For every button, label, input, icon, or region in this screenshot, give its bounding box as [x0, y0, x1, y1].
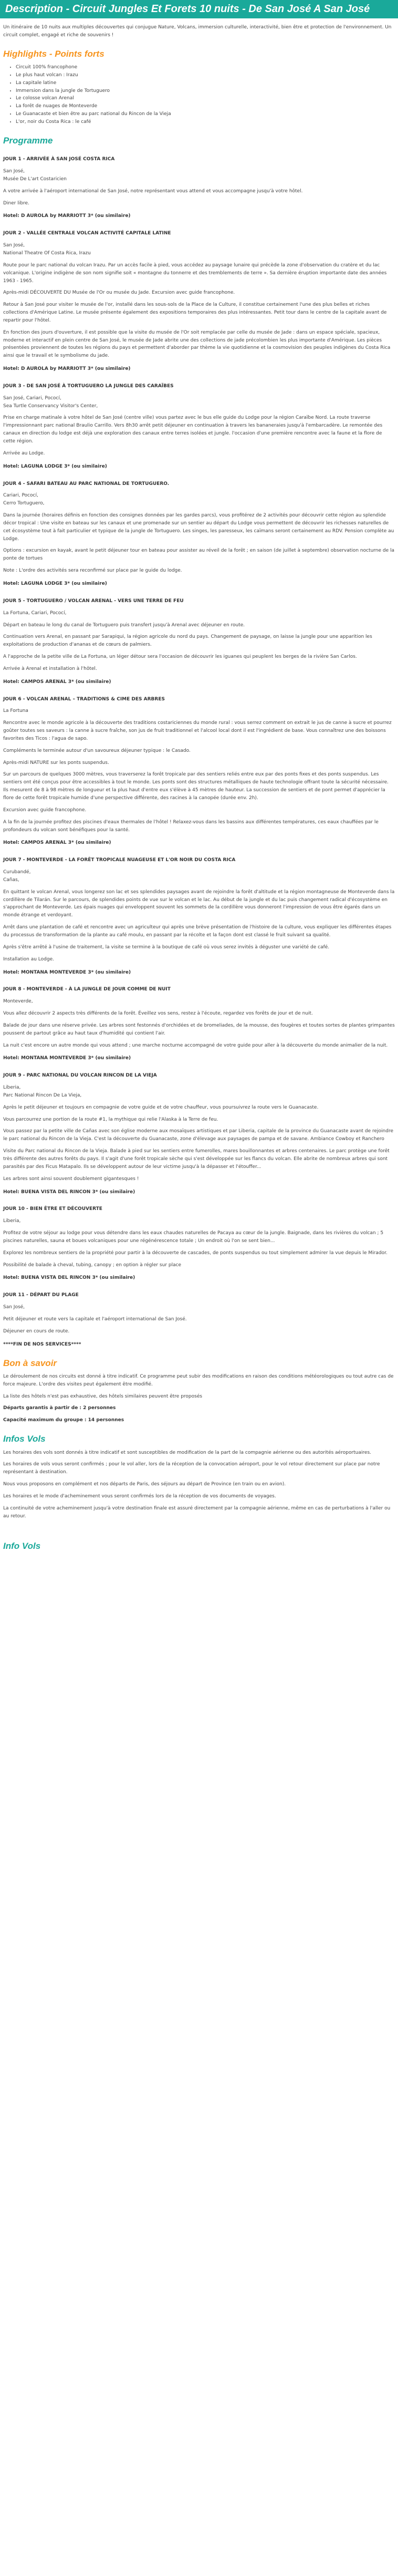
- day-paragraph: La nuit c'est encore un autre monde qui vous attend ; une marche nocturne accompagné de votre guide pour aller à la découverte du monde animalier de la nuit.: [3, 1042, 388, 1048]
- day-location: Parc National Rincon De La Vieja,: [3, 1092, 82, 1098]
- day-paragraph: Diner libre.: [3, 200, 29, 206]
- day-title: JOUR 5 - TORTUGUERO / VOLCAN ARENAL - VERS UNE TERRE DE FEU: [3, 598, 184, 604]
- day-paragraph: Petit déjeuner et route vers la capitale et l'aéroport international de San José.: [3, 1316, 187, 1322]
- day-block: [3, 696, 395, 847]
- day-title: JOUR 9 - PARC NATIONAL DU VOLCAN RINCON DE LA VIEJA: [3, 1073, 157, 1079]
- day-title: JOUR 7 - MONTEVERDE - LA FORÊT TROPICALE NUAGEUSE ET L'OR NOIR DU COSTA RICA: [3, 857, 236, 863]
- day-locations: [3, 1217, 395, 1225]
- day-hotel: ****FIN DE NOS SERVICES****: [3, 1341, 81, 1347]
- day-location: Monteverde,: [3, 999, 33, 1005]
- programme-days: [3, 156, 395, 1348]
- day-title: JOUR 1 - ARRIVÉE À SAN JOSÉ COSTA RICA: [3, 157, 115, 162]
- info-vols-footer-heading: Info Vols: [3, 1541, 41, 1551]
- highlights-list: [3, 64, 395, 126]
- day-paragraph: Retour à San José pour visiter le musée de l'or, installé dans les sous-sols de la Place de la Culture, il constitue certainement l'une des plus belles et riches collections d'Amérique Latine. Le musée présente également des expositions temporaires des plus intéressantes. Petit tour dans le centre de la capitale avant de repartir pour l'hôtel.: [3, 302, 387, 323]
- day-locations: [3, 395, 395, 410]
- day-location: Cerro Tortuguero,: [3, 501, 45, 506]
- day-paragraph: Note : L'ordre des activités sera reconfirmé sur place par le guide du lodge.: [3, 568, 182, 574]
- highlight-item: • Le Guanacaste et bien être au parc national du Rincon de la Vieja: [16, 110, 395, 118]
- day-location: Musée De L'art Costaricien: [3, 176, 67, 182]
- day-paragraph: Départ en bateau le long du canal de Tortuguero puis transfert jusqu'à Arenal avec déjeuner en route.: [3, 622, 245, 628]
- day-paragraph: A l'approche de la petite ville de La Fortuna, un léger détour sera l'occasion de découvrir les iguanes qui peuplent les berges de la rivière San Carlos.: [3, 654, 357, 660]
- bon-a-savoir-heading: Bon à savoir: [3, 1358, 57, 1368]
- day-locations: [3, 1303, 395, 1311]
- day-location: National Theatre Of Costa Rica, Irazu: [3, 250, 91, 256]
- highlight-item: • La capitale latine: [16, 79, 395, 87]
- day-hotel: Hotel: D AUROLA by MARRIOTT 3* (ou similaire): [3, 213, 131, 219]
- day-hotel: Hotel: BUENA VISTA DEL RINCON 3* (ou similaire): [3, 1275, 135, 1281]
- infos-vols-heading: Infos Vols: [3, 1434, 46, 1444]
- infos-vols-text-5: La continuité de votre acheminement jusqu'à votre destination finale est assuré directement par la compagnie aérienne, même en cas de perturbations à l'aller ou au retour.: [3, 1505, 391, 1519]
- day-location: San José,: [3, 243, 25, 249]
- highlight-item: • Immersion dans la jungle de Tortuguero: [16, 87, 395, 95]
- highlight-item: • L'or, noir du Costa Rica : le café: [16, 118, 395, 126]
- day-locations: [3, 1084, 395, 1100]
- day-hotel: Hotel: MONTANA MONTEVERDE 3* (ou similaire): [3, 969, 131, 975]
- day-paragraph: Déjeuner en cours de route.: [3, 1328, 70, 1334]
- programme-heading: Programme: [3, 135, 53, 146]
- day-title: JOUR 3 - DE SAN JOSÉ À TORTUGUERO LA JUNGLE DES CARAÏBES: [3, 383, 174, 389]
- day-locations: [3, 998, 395, 1006]
- day-locations: [3, 168, 395, 183]
- day-paragraph: Compléments le terminée autour d'un savoureux déjeuner typique : le Casado.: [3, 748, 191, 753]
- day-paragraph: Arrivée au Lodge.: [3, 450, 45, 456]
- day-title: JOUR 11 - DÉPART DU PLAGE: [3, 1292, 79, 1298]
- content: [0, 18, 398, 1552]
- bon-a-savoir-text-2: La liste des hôtels n'est pas exhaustive, des hôtels similaires peuvent être proposés: [3, 1393, 203, 1399]
- day-block: [3, 1205, 395, 1282]
- infos-vols-text-2: Les horaires de vols vous seront confirmés ; pour le vol aller, lors de la réception de la convocation aéroport, pour le vol retour directement sur place par notre représentant à destination.: [3, 1462, 380, 1475]
- day-paragraph: Après-midi DÉCOUVERTE DU Musée de l'Or ou musée du Jade. Excursion avec guide francophone.: [3, 290, 235, 296]
- day-location: Liberia,: [3, 1085, 21, 1091]
- day-paragraph: Prise en charge matinale à votre hôtel de San José (centre ville) vous partez avec le bus elle guide du Lodge pour la région Caraïbe Nord. La route traverse l'impressionnant parc national Braulio Carrillo. Vers 8h30 arrêt petit déjeuner en continuation à travers les bananeraies jusqu'à l'embarcadère. Le remontée des canaux en direction du lodge est déjà une exploration des canaux entre terres isolées et jungle. l'occasion d'une première rencontre avec la faune et la flore de cette région.: [3, 415, 383, 444]
- day-location: La Fortuna, Cariari, Pococí,: [3, 610, 67, 616]
- day-locations: [3, 707, 395, 715]
- day-paragraph: Profitez de votre séjour au lodge pour vous détendre dans les eaux chaudes naturelles de Pacaya au cœur de la jungle. Baignade, dans les rivières du volcan ; 5 piscines naturelles, sauna et boues volcaniques pour une régénérescence totale ; Un endroit où l'on se sent bien...: [3, 1230, 384, 1244]
- day-paragraph: Continuation vers Arenal, en passant par Sarapiqui, la région agricole du nord du pays. Changement de paysage, on laisse la jungle pour une apparition les exploitations de production d'ananas et de cœurs de palmiers.: [3, 634, 372, 648]
- day-paragraph: Explorez les nombreux sentiers de la propriété pour partir à la découverte de cascades, de ponts suspendus ou tout simplement admirer la vue depuis le Mirador.: [3, 1250, 387, 1256]
- day-hotel: Hotel: LAGUNA LODGE 3* (ou similaire): [3, 463, 107, 469]
- day-block: [3, 597, 395, 686]
- day-hotel: Hotel: CAMPOS ARENAL 3* (ou similaire): [3, 840, 111, 846]
- day-block: [3, 480, 395, 588]
- day-paragraph: Après-midi NATURE sur les ponts suspendus.: [3, 760, 109, 765]
- day-location: Cañas,: [3, 877, 19, 883]
- day-paragraph: Balade de jour dans une réserve privée. Les arbres sont festonnés d'orchidées et de bromeliades, de la mousse, des fougères et toutes sortes de plantes grimpantes poussent de partout grâce au haut taux d'humidité qui contient l'air.: [3, 1022, 395, 1036]
- day-title: JOUR 4 - SAFARI BATEAU AU PARC NATIONAL DE TORTUGUERO.: [3, 481, 170, 487]
- highlight-item: • La forêt de nuages de Monteverde: [16, 102, 395, 110]
- day-paragraph: En fonction des jours d'ouverture, il est possible que la visite du musée de l'Or soit remplacée par celle du musée de Jade : dans un espace spéciale, spacieux, moderne et interactif en plein centre de San José, le musée de Jade abrite une des collections de jade précolombien les plus importante d'Amérique. Les pièces présentées proviennent de toutes les régions du pays et permettent d'aborder par thème la vie quotidienne et la cosmovision des peuples indigènes du Costa Rica ainsi que le travail et le symbolisme du jade.: [3, 329, 391, 359]
- day-paragraph: Après le petit déjeuner et toujours en compagnie de votre guide et de votre chauffeur, vous poursuivrez la route vers le Guanacaste.: [3, 1104, 319, 1110]
- day-locations: [3, 492, 395, 508]
- day-paragraph: A la fin de la journée profitez des piscines d'eaux thermales de l'hôtel ! Relaxez-vous dans les bassins aux différentes températures, ces eaux chauffées par le profondeurs du volcan sont bénéfiques pour la santé.: [3, 819, 379, 833]
- day-title: JOUR 8 - MONTEVERDE - À LA JUNGLE DE JOUR COMME DE NUIT: [3, 987, 171, 992]
- day-location: San José,: [3, 169, 25, 174]
- day-hotel: Hotel: CAMPOS ARENAL 3* (ou similaire): [3, 679, 111, 685]
- day-block: [3, 1291, 395, 1348]
- day-paragraph: Possibilité de balade à cheval, tubing, canopy ; en option à régler sur place: [3, 1262, 182, 1268]
- day-paragraph: Excursion avec guide francophone.: [3, 807, 87, 813]
- day-block: [3, 986, 395, 1062]
- day-paragraph: Sur un parcours de quelques 3000 mètres, vous traverserez la forêt tropicale par des sentiers reliés entre eux par des ponts fixes et des ponts suspendus. Les sentiers ont été conçus pour être accessibles à tout le monde. Les ponts sont des structures métalliques de haute technologie offrant toute la sécurité nécessaire. Ils mesurent de 8 à 98 mètres de longueur et la plus haut d'entre eux s'élève à 45 mètres de hauteur. La succession de sentiers et de pont permet d'apprécier la flore de cette forêt tropicale humide d'une perspective différente, des racines à la canopée (durée env. 2h).: [3, 772, 389, 801]
- day-paragraph: Dans la journée (horaires définis en fonction des consignes données par les gardes parcs), vous profitérez de 2 activités pour découvrir cette région au splendide décor tropical : Une visite en bateau sur les canaux et une promenade sur un sentier au départ du Lodge vous permettent de découvrir les richesses naturelles de cet écosystème tout à fait particulier et typique de la jungle de Tortuguero. Les singes, les paresseux, les caïmans seront certainement au RDV. Pension complète au Lodge.: [3, 513, 394, 542]
- day-paragraph: Visite du Parc national du Rincon de la Vieja. Balade à pied sur les sentiers entre fumerolles, mares bouillonnantes et arbres centenaires. Le parc protège une forêt très différente des autres forêts du pays. Il s'agit d'une forêt tropicale sèche qui s'est développée sur les flancs du volcan. Elle abrite de nombreux arbres qui sont parasités par des Ficus Matapalo. Ils se développent autour de leur victime jusqu'à la dépasser et l'étouffer...: [3, 1149, 390, 1170]
- capacite-maximum: Capacité maximum du groupe : 14 personnes: [3, 1418, 124, 1423]
- day-paragraph: Rencontre avec le monde agricole à la découverte des traditions costariciennes du monde rural : vous serrez comment on extrait le jus de canne à sucre et pourrez goûter toutes ses saveurs : la canne à sucre fraîche, son jus de fruit traditionnel et l'alcool local dont il est l'ingrédient de base. Vous connaîtrez une des boissons favorites des Ticos : l'agua de sapo.: [3, 720, 392, 741]
- day-location: Liberia,: [3, 1218, 21, 1224]
- day-hotel: Hotel: LAGUNA LODGE 3* (ou similaire): [3, 581, 107, 586]
- day-location: San José,: [3, 1305, 25, 1310]
- day-title: JOUR 10 - BIEN ÊTRE ET DÉCOUVERTE: [3, 1206, 102, 1212]
- infos-vols-text-3: Nous vous proposons en complément et nos départs de Paris, des séjours au départ de Province (en train ou en avion).: [3, 1482, 286, 1487]
- day-paragraph: Vous allez découvrir 2 aspects très différents de la forêt. Éveillez vos sens, restez à l'écoute, regardez vos forêts de jour et de nuit.: [3, 1011, 313, 1017]
- day-block: [3, 230, 395, 373]
- day-paragraph: Arrêt dans une plantation de café et rencontre avec un agriculteur qui après une brève présentation de l'histoire de la culture, vous expliquer les différentes étapes du processus de transformation de la plante au café moulu, en passant par la récolte et la façon dont est classé le fruit suivant sa qualité.: [3, 925, 392, 938]
- day-hotel: Hotel: BUENA VISTA DEL RINCON 3* (ou similaire): [3, 1189, 135, 1195]
- day-location: Sea Turtle Conservancy Visitor's Center,: [3, 403, 98, 409]
- day-block: [3, 156, 395, 220]
- day-title: JOUR 6 - VOLCAN ARENAL – TRADITIONS & CIME DES ARBRES: [3, 696, 165, 702]
- day-paragraph: Options : excursion en kayak, avant le petit déjeuner tour en bateau pour assister au réveil de la forêt ; en saison (de juillet à septembre) observation nocturne de la ponte de tortues: [3, 548, 395, 562]
- day-location: Curubandé,: [3, 870, 31, 875]
- departs-garantis: Départs garantis à partir de : 2 personnes: [3, 1405, 116, 1411]
- day-block: [3, 1072, 395, 1196]
- day-paragraph: Vous parcourrez une portion de la route #1, la mythique qui relie l'Alaska à la Terre de feu.: [3, 1116, 218, 1122]
- day-paragraph: Vous passez par la petite ville de Cañas avec son église moderne aux mosaïques artistiques et par Liberia, capitale de la province du Guanacaste avant de rejoindre le parc national du Rincon de la Vieja. C'est la découverte du Guanacaste, zone d'élevage aux paysages de pampa et de savane. Ambiance Cowboy et Ranchero: [3, 1129, 393, 1142]
- day-block: [3, 382, 395, 471]
- intro-text: Un itinéraire de 10 nuits aux multiples découvertes qui conjugue Nature, Volcans, immersion culturelle, interactivité, bien être et protection de l'environnement. Un circuit complet, engagé et riche de souvenirs !: [3, 25, 392, 38]
- day-title: JOUR 2 - VALLÉE CENTRALE VOLCAN ACTIVITÉ CAPITALE LATINE: [3, 231, 171, 236]
- day-block: [3, 856, 395, 976]
- infos-vols-text-1: Les horaires des vols sont donnés à titre indicatif et sont susceptibles de modification de la part de la compagnie aérienne ou des autorités aéroportuaires.: [3, 1450, 371, 1455]
- highlight-item: • Le colosse volcan Arenal: [16, 95, 395, 102]
- day-locations: [3, 609, 395, 617]
- day-paragraph: Après s'être arrêté à l'usine de traitement, la visite se termine à la boutique de café où vous serez invités à déguster une variété de café.: [3, 944, 330, 950]
- day-locations: [3, 242, 395, 257]
- day-location: Cariari, Pococí,: [3, 493, 38, 499]
- day-paragraph: Route pour le parc national du volcan Irazu. Par un accès facile à pied, vous accédez au paysage lunaire qui précède la zone d'observation du cratère et du lac volcanique. L'origine indigène de son nom signifie soit « montagne du tonnerre et des tremblements de terre ». Sa dernière éruption importante date des années 1963 - 1965.: [3, 262, 387, 284]
- day-paragraph: Les arbres sont ainsi souvent doublement gigantesques !: [3, 1176, 139, 1182]
- day-paragraph: A votre arrivée à l'aéroport international de San José, notre représentant vous attend et vous accompagne jusqu'à votre hôtel.: [3, 188, 303, 194]
- day-location: La Fortuna: [3, 708, 28, 714]
- highlights-heading: Highlights - Points forts: [3, 48, 104, 59]
- day-hotel: Hotel: MONTANA MONTEVERDE 3* (ou similaire): [3, 1056, 131, 1061]
- day-locations: [3, 868, 395, 884]
- day-paragraph: En quittant le volcan Arenal, vous longerez son lac et ses splendides paysages avant de rejoindre la forêt d'altitude et la région montagneuse de Monteverde dans la cordillère de Tilarán. Sur le parcours, de splendides points de vue sur le volcan et le lac. Au début de la jungle et du lac puis changement radical d'écosystème en s'approchant de Monteverde. Les épais nuages qui enveloppent souvent les sommets de la cordillère vous donneront l'impression de vous être égarés dans un monde étrange et verdoyant.: [3, 889, 395, 918]
- highlight-item: • Circuit 100% francophone: [16, 64, 395, 71]
- highlight-item: • Le plus haut volcan : Irazu: [16, 71, 395, 79]
- page-title: Description - Circuit Jungles Et Forets 10 nuits - De San José A San José: [0, 0, 398, 18]
- day-hotel: Hotel: D AUROLA by MARRIOTT 3* (ou similaire): [3, 366, 131, 372]
- day-paragraph: Arrivée à Arenal et installation à l'hôtel.: [3, 666, 97, 671]
- infos-vols-text-4: Les horaires et le mode d'acheminement vous seront confirmés lors de la réception de vos documents de voyages.: [3, 1493, 276, 1499]
- day-paragraph: Installation au Lodge.: [3, 956, 54, 962]
- day-location: San José, Cariari, Pococí,: [3, 395, 61, 401]
- bon-a-savoir-text-1: Le déroulement de nos circuits est donné à titre indicatif. Ce programme peut subir des modifications en raison des conditions météorologiques ou tout autre cas de force majeure. L'ordre des visites peut également être modifié.: [3, 1373, 394, 1387]
